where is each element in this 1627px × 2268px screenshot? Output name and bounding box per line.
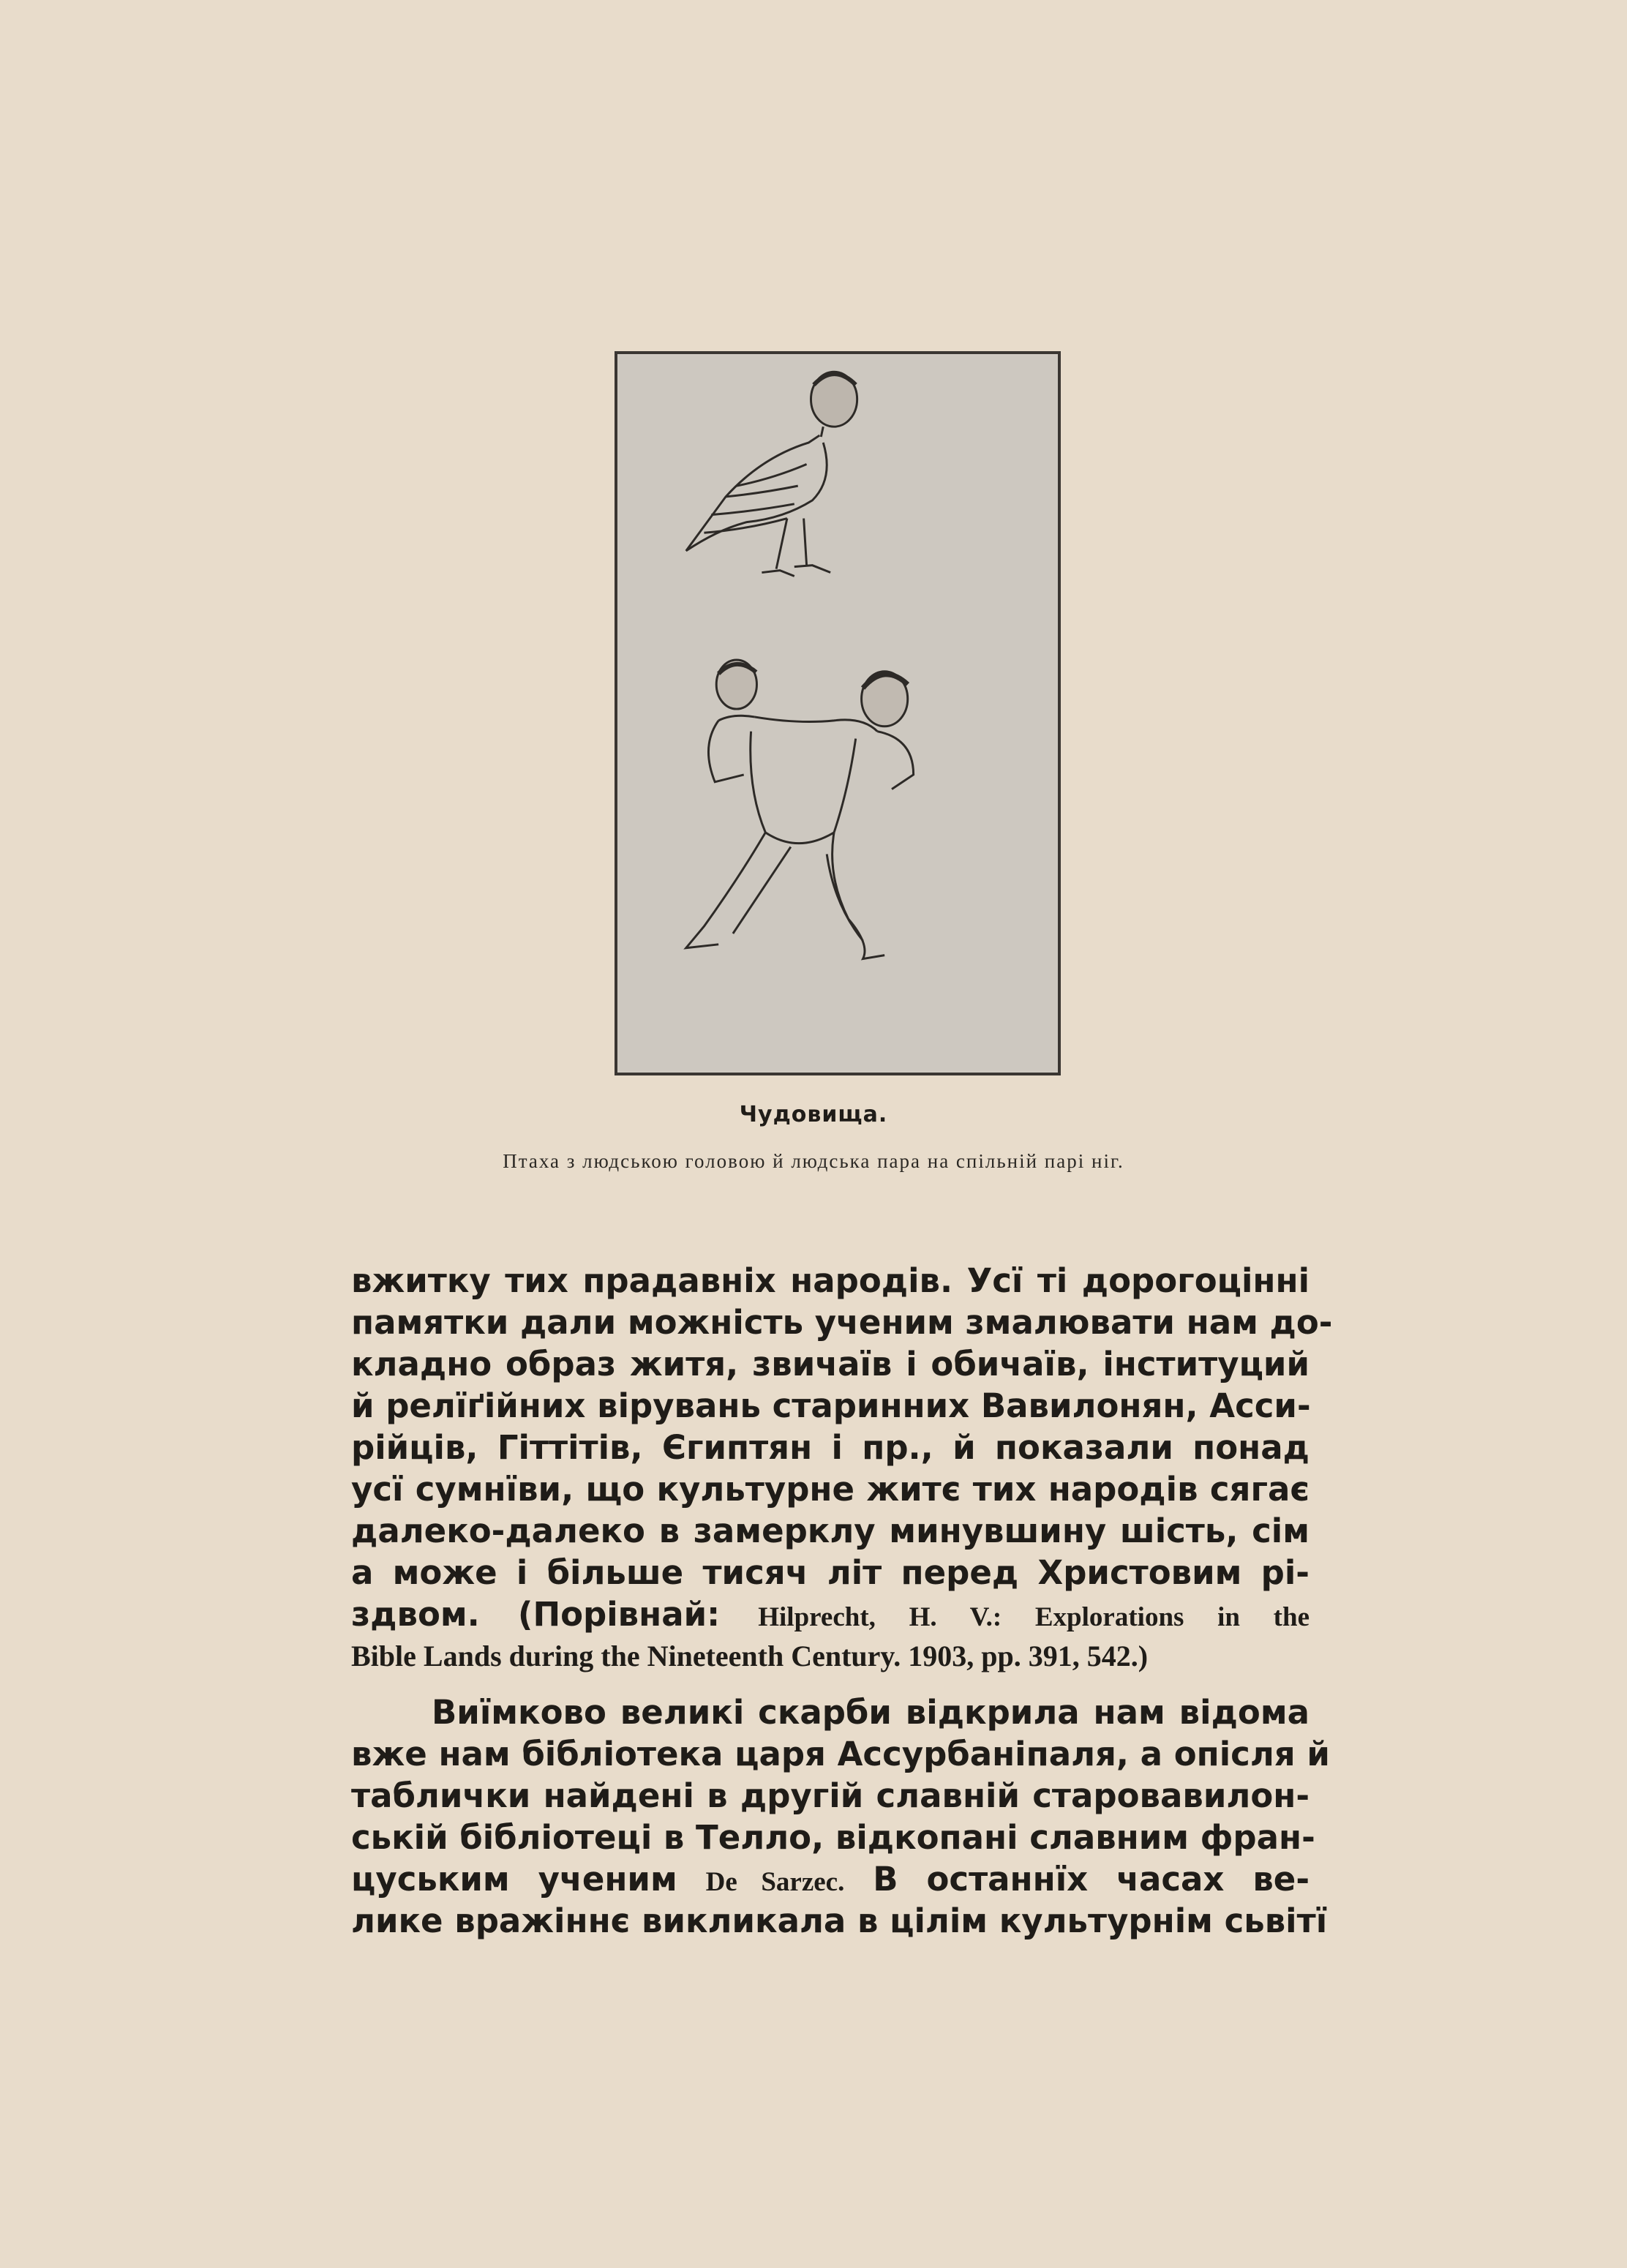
body-text	[351, 1260, 1333, 1942]
text-line: памятки дали можність ученим змалювати нам до-	[351, 1303, 1333, 1342]
figure-image	[615, 351, 1061, 1075]
text-line: а може і більше тисяч літ перед Христовим рі-	[351, 1553, 1310, 1592]
monsters-illustration	[617, 354, 1058, 1073]
citation-continuation: Bible Lands during the Nineteenth Century. 1903, pp. 391, 542.)	[351, 1640, 1149, 1672]
text-line: ській бібліотеці в Телло, відкопані славним фран-	[351, 1818, 1315, 1857]
text-line-citation	[351, 1593, 1310, 1635]
text-line-with-name	[351, 1858, 1310, 1900]
text-line: усї сумнїви, що культурне житє тих народів сягає	[351, 1470, 1310, 1509]
text-line: й релїґійних вірувань старинних Вавилонян, Асси-	[351, 1386, 1311, 1425]
text-fragment: В останнїх часах ве-	[844, 1860, 1310, 1899]
text-line: рійців, Гіттітів, Єгиптян і пр., й показали понад	[351, 1428, 1310, 1467]
scholar-name: De Sarzec.	[705, 1867, 845, 1897]
text-line: далеко-далеко в замерклу минувшину шість, сім	[351, 1512, 1310, 1550]
text-line: Виїмково великі скарби відкрила нам відома	[432, 1693, 1310, 1732]
text-line: лике вражіннє викликала в цілім культурнім сьвітї	[351, 1901, 1328, 1940]
figure-caption: Птаха з людською головою й людська пара на спільній парі ніг.	[503, 1150, 1124, 1172]
text-fragment: цуським ученим	[351, 1860, 706, 1899]
text-line: кладно образ житя, звичаїв і обичаїв, інституций	[351, 1345, 1310, 1383]
figure-title: Чудовища.	[739, 1102, 888, 1127]
citation-reference: Hilprecht, H. V.: Explorations in the	[758, 1602, 1310, 1632]
text-fragment: здвом. (Порівнай:	[351, 1595, 759, 1634]
text-line: вже нам бібліотека царя Ассурбаніпаля, а опісля й	[351, 1735, 1330, 1773]
text-line: вжитку тих прадавніх народів. Усї ті дорогоцінні	[351, 1261, 1310, 1300]
text-line: таблички найдені в другій славній старовавилон-	[351, 1776, 1310, 1815]
